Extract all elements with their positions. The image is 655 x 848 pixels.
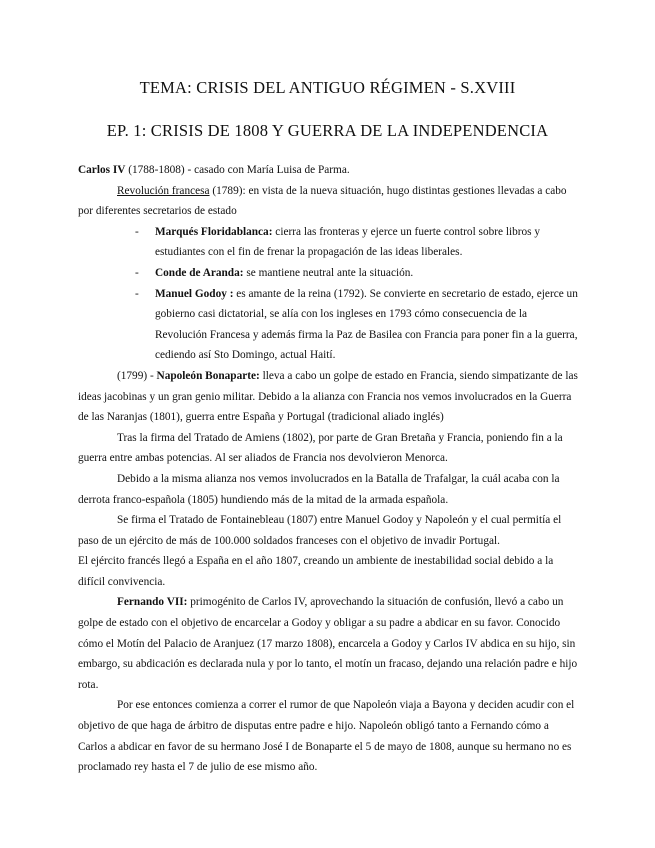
napoleon-text: lleva a cabo un golpe de estado en Francia, siendo simpatizante de las ideas jacobinas y un gran genio militar. Debido a la alianza con Francia nos vemos involucrados en la Guerra de las Naranjas (1801), guerra entre España y Portugal (tradicional aliado inglés) (78, 369, 578, 424)
list-item-name: Manuel Godoy : (155, 287, 234, 300)
fernando-text: primogénito de Carlos IV, aprovechando la situación de confusión, llevó a cabo un golpe de estado con el objetivo de encarcelar a Godoy y obligar a su padre a abdicar en su favor. Conocido cómo el Motín del Palacio de Aranjuez (17 marzo 1808), encarcela a Godoy y Carlos IV abdica en su hijo, sin embargo, su abdicación es declarada nula y por lo tanto, el motín un fracaso, dejando una relación padre e hijo rota. (78, 596, 578, 691)
paragraph-amiens: Tras la firma del Tratado de Amiens (1802), por parte de Gran Bretaña y Francia, poniendo fin a la guerra entre ambas potencias. Al ser aliados de Francia nos devolvieron Menorca. (78, 431, 563, 465)
carlos-text: (1788-1808) - casado con María Luisa de Parma. (125, 164, 350, 176)
paragraph-fernando (78, 592, 578, 695)
paragraph-bayona: Por ese entonces comienza a correr el rumor de que Napoleón viaja a Bayona y deciden acudir con el objetivo de que haga de árbitro de disputas entre padre e hijo. Napoleón obligó tanto a Fernando cómo a Carlos a abdicar en favor de su hermano José I de Bonaparte el 5 de mayo de 1808, aunque su hermano no es proclamado rey hasta el 7 de julio de ese mismo año. (78, 699, 575, 774)
document-body (78, 160, 578, 778)
list-item-text: se mantiene neutral ante la situación. (243, 266, 414, 279)
list-item (135, 222, 578, 263)
secretaries-list (78, 222, 578, 366)
carlos-name: Carlos IV (78, 164, 126, 176)
list-item (135, 284, 578, 366)
list-item-name: Marqués Floridablanca: (155, 225, 273, 238)
fernando-name: Fernando VII: (117, 596, 188, 609)
document-title: TEMA: CRISIS DEL ANTIGUO RÉGIMEN - S.XVIII (139, 78, 516, 97)
paragraph-fontainebleau: Se firma el Tratado de Fontainebleau (1807) entre Manuel Godoy y Napoleón y el cual permitía el paso de un ejército de más de 100.000 soldados franceses con el objetivo de invadir Portugal. (78, 514, 562, 547)
paragraph-carlos (78, 160, 578, 181)
list-item-text: es amante de la reina (1792). Se convierte en secretario de estado, ejerce un gobierno casi dictatorial, se alía con los ingleses en 1793 cómo consecuencia de la Revolución Francesa y además firma la Paz de Basilea con Francia para poner fin a la guerra, cediendo así Sto Domingo, actual Haití. (155, 287, 578, 362)
napoleon-date: (1799) - (117, 369, 157, 382)
dash-bullet: - (135, 266, 139, 279)
dash-bullet: - (135, 225, 139, 238)
list-item (135, 263, 578, 284)
dash-bullet: - (135, 287, 139, 300)
napoleon-name: Napoleón Bonaparte: (156, 369, 260, 382)
paragraph-ejercito: El ejército francés llegó a España en el año 1807, creando un ambiente de inestabilidad social debido a la difícil convivencia. (78, 555, 554, 588)
document-subtitle: EP. 1: CRISIS DE 1808 Y GUERRA DE LA INDEPENDENCIA (106, 121, 549, 140)
paragraph-revolucion (78, 181, 578, 222)
list-item-name: Conde de Aranda: (155, 266, 244, 279)
revolucion-text: (1789): en vista de la nueva situación, hugo distintas gestiones llevadas a cabo por diferentes secretarios de estado (78, 184, 567, 218)
paragraph-napoleon (78, 366, 578, 428)
revolucion-label: Revolución francesa (117, 184, 210, 197)
list-item-text: cierra las fronteras y ejerce un fuerte control sobre libros y estudiantes con el fin de frenar la propagación de las ideas liberales. (155, 225, 541, 259)
paragraph-trafalgar: Debido a la misma alianza nos vemos involucrados en la Batalla de Trafalgar, la cuál acaba con la derrota franco-española (1805) hundiendo más de la mitad de la armada española. (78, 472, 560, 506)
